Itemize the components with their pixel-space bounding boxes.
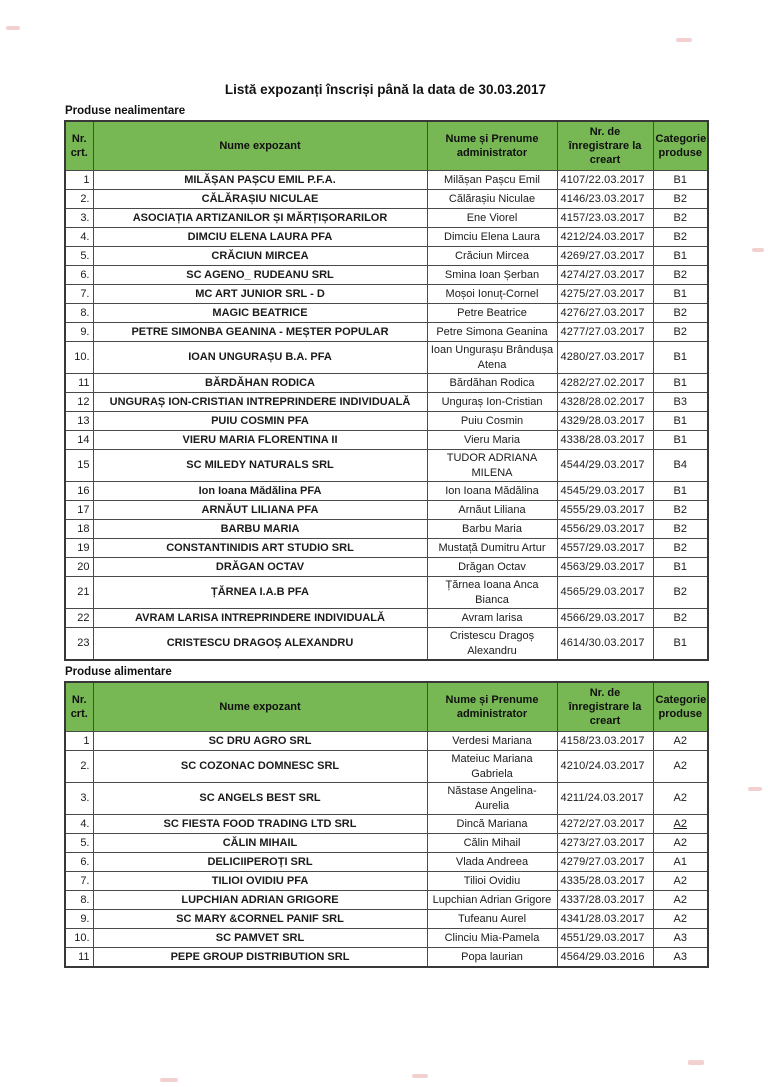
section-label-food: Produse alimentare	[65, 666, 172, 678]
administrator-name: Barbu Maria	[427, 520, 557, 539]
row-number: 10.	[65, 342, 93, 374]
scan-artifact	[752, 248, 764, 252]
scan-artifact	[748, 787, 762, 791]
product-category: B4	[653, 450, 708, 482]
exhibitor-name: DELICIIPEROȚI SRL	[93, 853, 427, 872]
exhibitor-name: CĂLIN MIHAIL	[93, 834, 427, 853]
scan-artifact	[412, 1074, 428, 1078]
administrator-name: Bărdăhan Rodica	[427, 374, 557, 393]
table-row	[65, 520, 708, 539]
product-category: B2	[653, 190, 708, 209]
product-category: B3	[653, 393, 708, 412]
row-number: 5.	[65, 834, 93, 853]
registration-number: 4146/23.03.2017	[557, 190, 653, 209]
exhibitor-name: VIERU MARIA FLORENTINA II	[93, 431, 427, 450]
registration-number: 4545/29.03.2017	[557, 482, 653, 501]
table-row	[65, 834, 708, 853]
administrator-name: Popa laurian	[427, 948, 557, 967]
registration-number: 4277/27.03.2017	[557, 323, 653, 342]
row-number: 8.	[65, 304, 93, 323]
exhibitor-name: ARNĂUT LILIANA PFA	[93, 501, 427, 520]
registration-number: 4556/29.03.2017	[557, 520, 653, 539]
scan-artifact	[688, 1060, 704, 1065]
table-row	[65, 501, 708, 520]
registration-number: 4280/27.03.2017	[557, 342, 653, 374]
page-title: Listă expozanți înscriși până la data de 30.03.2017	[224, 82, 547, 97]
row-number: 9.	[65, 910, 93, 929]
registration-number: 4564/29.03.2016	[557, 948, 653, 967]
product-category: B1	[653, 374, 708, 393]
exhibitor-name: MILĂȘAN PAȘCU EMIL P.F.A.	[93, 171, 427, 190]
registration-number: 4107/22.03.2017	[557, 171, 653, 190]
exhibitor-name: DIMCIU ELENA LAURA PFA	[93, 228, 427, 247]
administrator-name: Vlada Andreea	[427, 853, 557, 872]
registration-number: 4210/24.03.2017	[557, 751, 653, 783]
table-row	[65, 190, 708, 209]
table-row	[65, 783, 708, 815]
product-category: A2	[653, 783, 708, 815]
row-number: 6.	[65, 853, 93, 872]
product-category: B2	[653, 577, 708, 609]
product-category: B2	[653, 501, 708, 520]
administrator-name: Ene Viorel	[427, 209, 557, 228]
column-header-categorie: Categorie produse	[653, 682, 708, 732]
table-row	[65, 872, 708, 891]
table-row	[65, 482, 708, 501]
exhibitor-name: CRĂCIUN MIRCEA	[93, 247, 427, 266]
table-row	[65, 393, 708, 412]
row-number: 18	[65, 520, 93, 539]
table-row	[65, 910, 708, 929]
row-number: 8.	[65, 891, 93, 910]
administrator-name: Vieru Maria	[427, 431, 557, 450]
table-row	[65, 342, 708, 374]
registration-number: 4158/23.03.2017	[557, 732, 653, 751]
exhibitor-name: ASOCIAȚIA ARTIZANILOR ȘI MĂRȚIȘORARILOR	[93, 209, 427, 228]
table-row	[65, 266, 708, 285]
table-row	[65, 304, 708, 323]
exhibitor-name: SC MARY &CORNEL PANIF SRL	[93, 910, 427, 929]
registration-number: 4275/27.03.2017	[557, 285, 653, 304]
table-row	[65, 431, 708, 450]
administrator-name: Țărnea Ioana Anca Bianca	[427, 577, 557, 609]
administrator-name: Mustață Dumitru Artur	[427, 539, 557, 558]
row-number: 20	[65, 558, 93, 577]
exhibitor-name: BĂRDĂHAN RODICA	[93, 374, 427, 393]
row-number: 7.	[65, 872, 93, 891]
product-category: B1	[653, 431, 708, 450]
exhibitor-name: SC PAMVET SRL	[93, 929, 427, 948]
product-category: A2	[653, 834, 708, 853]
exhibitor-name: TILIOI OVIDIU PFA	[93, 872, 427, 891]
administrator-name: Cristescu Dragoș Alexandru	[427, 628, 557, 661]
row-number: 7.	[65, 285, 93, 304]
table-row	[65, 247, 708, 266]
registration-number: 4328/28.02.2017	[557, 393, 653, 412]
product-category: B2	[653, 539, 708, 558]
food-exhibitors-table	[64, 681, 709, 968]
product-category: A2	[653, 751, 708, 783]
row-number: 2.	[65, 190, 93, 209]
product-category: B2	[653, 609, 708, 628]
registration-number: 4614/30.03.2017	[557, 628, 653, 661]
row-number: 10.	[65, 929, 93, 948]
row-number: 16	[65, 482, 93, 501]
scan-artifact	[160, 1078, 178, 1082]
column-header-nr-inregistrare: Nr. de înregistrare la creart	[557, 682, 653, 732]
exhibitor-name: MC ART JUNIOR SRL - D	[93, 285, 427, 304]
administrator-name: Călin Mihail	[427, 834, 557, 853]
exhibitor-name: ȚĂRNEA I.A.B PFA	[93, 577, 427, 609]
registration-number: 4274/27.03.2017	[557, 266, 653, 285]
registration-number: 4551/29.03.2017	[557, 929, 653, 948]
exhibitor-name: SC AGENO_ RUDEANU SRL	[93, 266, 427, 285]
exhibitor-name: SC FIESTA FOOD TRADING LTD SRL	[93, 815, 427, 834]
row-number: 9.	[65, 323, 93, 342]
exhibitor-name: DRĂGAN OCTAV	[93, 558, 427, 577]
table-row	[65, 539, 708, 558]
table-row	[65, 891, 708, 910]
registration-number: 4211/24.03.2017	[557, 783, 653, 815]
exhibitor-name: PETRE SIMONBA GEANINA - MEȘTER POPULAR	[93, 323, 427, 342]
exhibitor-name: MAGIC BEATRICE	[93, 304, 427, 323]
administrator-name: Petre Beatrice	[427, 304, 557, 323]
exhibitor-name: CĂLĂRAȘIU NICULAE	[93, 190, 427, 209]
exhibitor-name: SC COZONAC DOMNESC SRL	[93, 751, 427, 783]
row-number: 1	[65, 732, 93, 751]
registration-number: 4544/29.03.2017	[557, 450, 653, 482]
table-row	[65, 853, 708, 872]
product-category: A2	[653, 732, 708, 751]
row-number: 4.	[65, 815, 93, 834]
column-header-nume-expozant: Nume expozant	[93, 682, 427, 732]
row-number: 13	[65, 412, 93, 431]
registration-number: 4329/28.03.2017	[557, 412, 653, 431]
product-category: B1	[653, 285, 708, 304]
registration-number: 4555/29.03.2017	[557, 501, 653, 520]
row-number: 6.	[65, 266, 93, 285]
column-header-nume-expozant: Nume expozant	[93, 121, 427, 171]
row-number: 17	[65, 501, 93, 520]
section-label-nonfood: Produse nealimentare	[65, 105, 186, 117]
table-row	[65, 948, 708, 967]
table-row	[65, 228, 708, 247]
table-row	[65, 751, 708, 783]
exhibitor-name: Ion Ioana Mădălina PFA	[93, 482, 427, 501]
registration-number: 4157/23.03.2017	[557, 209, 653, 228]
column-header-administrator: Nume și Prenume administrator	[427, 682, 557, 732]
product-category: B1	[653, 171, 708, 190]
table-row	[65, 628, 708, 661]
table-row	[65, 374, 708, 393]
table-row	[65, 450, 708, 482]
exhibitor-name: PUIU COSMIN PFA	[93, 412, 427, 431]
administrator-name: Călărașiu Niculae	[427, 190, 557, 209]
table-row	[65, 558, 708, 577]
registration-number: 4557/29.03.2017	[557, 539, 653, 558]
exhibitor-name: AVRAM LARISA INTREPRINDERE INDIVIDUALĂ	[93, 609, 427, 628]
column-header-nr-crt: Nr. crt.	[65, 121, 93, 171]
administrator-name: Ioan Ungurașu Brândușa Atena	[427, 342, 557, 374]
registration-number: 4338/28.03.2017	[557, 431, 653, 450]
row-number: 15	[65, 450, 93, 482]
registration-number: 4269/27.03.2017	[557, 247, 653, 266]
column-header-nr-crt: Nr. crt.	[65, 682, 93, 732]
nonfood-exhibitors-table	[64, 120, 709, 661]
product-category: B2	[653, 304, 708, 323]
administrator-name: Tilioi Ovidiu	[427, 872, 557, 891]
registration-number: 4276/27.03.2017	[557, 304, 653, 323]
administrator-name: Clinciu Mia-Pamela	[427, 929, 557, 948]
column-header-categorie: Categorie produse	[653, 121, 708, 171]
row-number: 4.	[65, 228, 93, 247]
row-number: 11	[65, 948, 93, 967]
table-row	[65, 577, 708, 609]
administrator-name: Moșoi Ionuț-Cornel	[427, 285, 557, 304]
administrator-name: Verdesi Mariana	[427, 732, 557, 751]
exhibitor-name: CONSTANTINIDIS ART STUDIO SRL	[93, 539, 427, 558]
exhibitor-name: CRISTESCU DRAGOȘ ALEXANDRU	[93, 628, 427, 661]
administrator-name: Milășan Pașcu Emil	[427, 171, 557, 190]
product-category: B1	[653, 412, 708, 431]
administrator-name: Ion Ioana Mădălina	[427, 482, 557, 501]
registration-number: 4282/27.02.2017	[557, 374, 653, 393]
product-category: B1	[653, 482, 708, 501]
row-number: 3.	[65, 209, 93, 228]
registration-number: 4565/29.03.2017	[557, 577, 653, 609]
product-category: B1	[653, 247, 708, 266]
table-row	[65, 412, 708, 431]
exhibitor-name: SC DRU AGRO SRL	[93, 732, 427, 751]
table-row	[65, 609, 708, 628]
product-category: A3	[653, 929, 708, 948]
product-category: B2	[653, 209, 708, 228]
registration-number: 4563/29.03.2017	[557, 558, 653, 577]
administrator-name: Smina Ioan Șerban	[427, 266, 557, 285]
administrator-name: Dimciu Elena Laura	[427, 228, 557, 247]
administrator-name: TUDOR ADRIANA MILENA	[427, 450, 557, 482]
administrator-name: Lupchian Adrian Grigore	[427, 891, 557, 910]
product-category: B2	[653, 520, 708, 539]
registration-number: 4566/29.03.2017	[557, 609, 653, 628]
registration-number: 4273/27.03.2017	[557, 834, 653, 853]
row-number: 11	[65, 374, 93, 393]
table-row	[65, 323, 708, 342]
administrator-name: Tufeanu Aurel	[427, 910, 557, 929]
administrator-name: Dincă Mariana	[427, 815, 557, 834]
table-row	[65, 815, 708, 834]
exhibitor-name: UNGURAȘ ION-CRISTIAN INTREPRINDERE INDIVIDUALĂ	[93, 393, 427, 412]
administrator-name: Avram larisa	[427, 609, 557, 628]
registration-number: 4212/24.03.2017	[557, 228, 653, 247]
product-category: A2	[653, 891, 708, 910]
exhibitor-name: IOAN UNGURAȘU B.A. PFA	[93, 342, 427, 374]
product-category: B1	[653, 628, 708, 661]
administrator-name: Crăciun Mircea	[427, 247, 557, 266]
product-category: A2	[653, 910, 708, 929]
table-row	[65, 929, 708, 948]
product-category: A3	[653, 948, 708, 967]
table-header	[65, 682, 708, 732]
product-category: B1	[653, 342, 708, 374]
column-header-administrator: Nume și Prenume administrator	[427, 121, 557, 171]
product-category: B2	[653, 228, 708, 247]
row-number: 22	[65, 609, 93, 628]
row-number: 1	[65, 171, 93, 190]
food-table-body	[65, 732, 708, 967]
administrator-name: Unguraș Ion-Cristian	[427, 393, 557, 412]
registration-number: 4337/28.03.2017	[557, 891, 653, 910]
product-category: A2	[653, 815, 708, 834]
administrator-name: Drăgan Octav	[427, 558, 557, 577]
row-number: 5.	[65, 247, 93, 266]
administrator-name: Petre Simona Geanina	[427, 323, 557, 342]
row-number: 12	[65, 393, 93, 412]
nonfood-table-body	[65, 171, 708, 661]
product-category: B2	[653, 323, 708, 342]
column-header-nr-inregistrare: Nr. de înregistrare la creart	[557, 121, 653, 171]
administrator-name: Năstase Angelina-Aurelia	[427, 783, 557, 815]
administrator-name: Puiu Cosmin	[427, 412, 557, 431]
exhibitor-name: BARBU MARIA	[93, 520, 427, 539]
registration-number: 4335/28.03.2017	[557, 872, 653, 891]
registration-number: 4279/27.03.2017	[557, 853, 653, 872]
product-category: A2	[653, 872, 708, 891]
scan-artifact	[676, 38, 692, 42]
exhibitor-name: SC MILEDY NATURALS SRL	[93, 450, 427, 482]
administrator-name: Mateiuc Mariana Gabriela	[427, 751, 557, 783]
table-row	[65, 209, 708, 228]
exhibitor-name: LUPCHIAN ADRIAN GRIGORE	[93, 891, 427, 910]
row-number: 14	[65, 431, 93, 450]
table-header	[65, 121, 708, 171]
exhibitor-name: PEPE GROUP DISTRIBUTION SRL	[93, 948, 427, 967]
exhibitor-name: SC ANGELS BEST SRL	[93, 783, 427, 815]
administrator-name: Arnăut Liliana	[427, 501, 557, 520]
table-row	[65, 171, 708, 190]
product-category: A1	[653, 853, 708, 872]
row-number: 3.	[65, 783, 93, 815]
scan-artifact	[6, 26, 20, 30]
row-number: 23	[65, 628, 93, 661]
table-row	[65, 732, 708, 751]
table-row	[65, 285, 708, 304]
registration-number: 4341/28.03.2017	[557, 910, 653, 929]
product-category: B1	[653, 558, 708, 577]
registration-number: 4272/27.03.2017	[557, 815, 653, 834]
row-number: 21	[65, 577, 93, 609]
row-number: 2.	[65, 751, 93, 783]
product-category: B2	[653, 266, 708, 285]
row-number: 19	[65, 539, 93, 558]
